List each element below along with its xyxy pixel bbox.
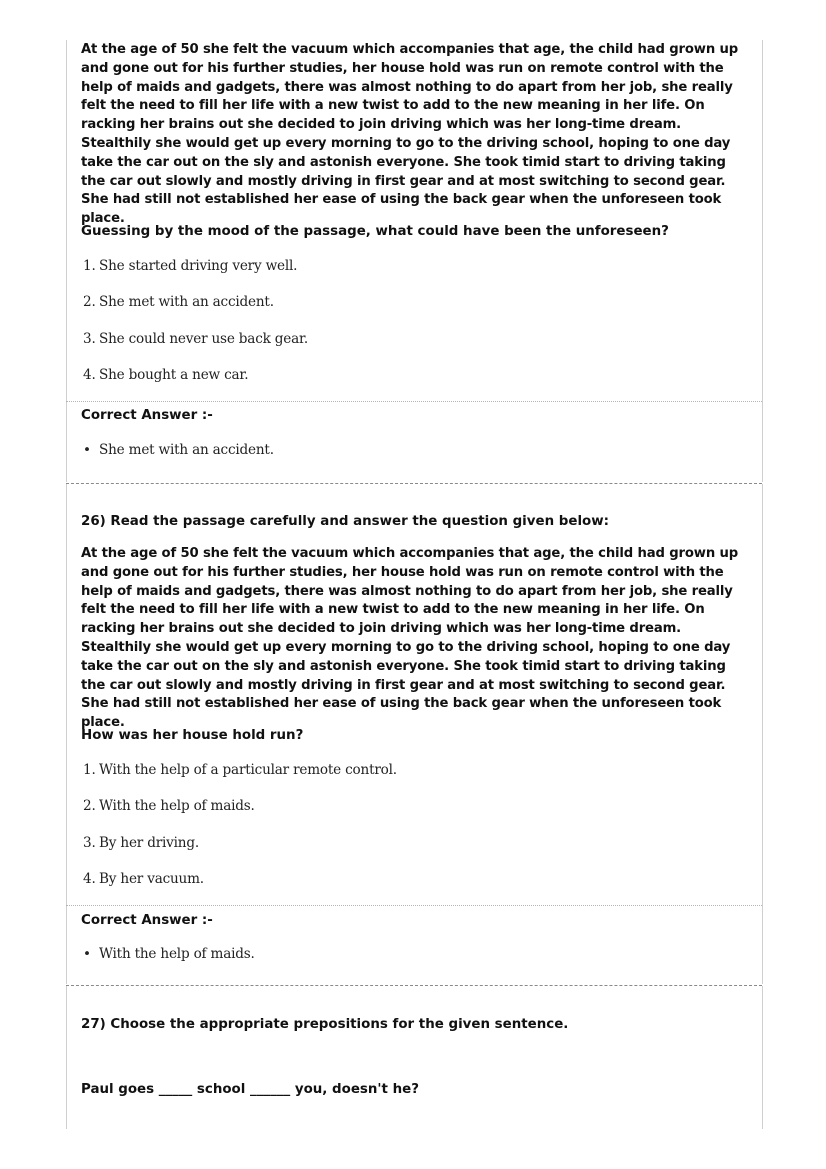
- divider: [66, 905, 762, 906]
- right-border: [762, 40, 763, 482]
- question-separator: [66, 985, 762, 986]
- option-number: 3.: [83, 331, 96, 347]
- option-text: With the help of a particular remote control.: [99, 762, 397, 778]
- correct-answer-text: With the help of maids.: [99, 946, 255, 962]
- option-text: She met with an accident.: [99, 294, 274, 310]
- option-text: She could never use back gear.: [99, 331, 308, 347]
- option-number: 3.: [83, 835, 96, 851]
- option-2: [83, 798, 255, 814]
- question-text: How was her house hold run?: [81, 728, 304, 743]
- question-sentence: Paul goes _____ school ______ you, doesn't he?: [81, 1082, 419, 1097]
- option-number: 1.: [83, 258, 96, 274]
- bullet: •: [83, 442, 91, 458]
- option-2: [83, 294, 274, 310]
- correct-answer: [83, 946, 255, 962]
- right-border: [762, 986, 763, 1129]
- option-number: 4.: [83, 367, 96, 383]
- left-border: [66, 40, 67, 482]
- option-text: By her vacuum.: [99, 871, 204, 887]
- correct-answer: [83, 442, 274, 458]
- option-4: [83, 871, 204, 887]
- bullet: •: [83, 946, 91, 962]
- passage: At the age of 50 she felt the vacuum which accompanies that age, the child had grown up and gone out for his further studies, her house hold was run on remote control with the help of maids and gadgets, there was almost nothing to do apart from her job, she really felt the need to fill her life with a new twist to add to the new meaning in her life. On racking her brains out she decided to join driving which was her long-time dream. Stealthily she would get up every morning to go to the driving school, hoping to one day take the car out on the sly and astonish everyone. She took timid start to driving taking the car out slowly and mostly driving in first gear and at most switching to second gear. She had still not established her ease of using the back gear when the unforeseen took place.: [81, 546, 739, 731]
- correct-answer-text: She met with an accident.: [99, 442, 274, 458]
- option-3: [83, 835, 199, 851]
- option-number: 2.: [83, 294, 96, 310]
- option-text: She started driving very well.: [99, 258, 298, 274]
- option-text: She bought a new car.: [99, 367, 249, 383]
- divider: [66, 401, 762, 402]
- passage: At the age of 50 she felt the vacuum which accompanies that age, the child had grown up and gone out for his further studies, her house hold was run on remote control with the help of maids and gadgets, there was almost nothing to do apart from her job, she really felt the need to fill her life with a new twist to add to the new meaning in her life. On racking her brains out she decided to join driving which was her long-time dream. Stealthily she would get up every morning to go to the driving school, hoping to one day take the car out on the sly and astonish everyone. She took timid start to driving taking the car out slowly and mostly driving in first gear and at most switching to second gear. She had still not established her ease of using the back gear when the unforeseen took place.: [81, 42, 739, 227]
- option-text: With the help of maids.: [99, 798, 255, 814]
- question-heading: 27) Choose the appropriate prepositions for the given sentence.: [81, 1017, 569, 1032]
- left-border: [66, 986, 67, 1129]
- option-3: [83, 331, 308, 347]
- option-text: By her driving.: [99, 835, 199, 851]
- question-text: Guessing by the mood of the passage, what could have been the unforeseen?: [81, 224, 669, 239]
- option-number: 1.: [83, 762, 96, 778]
- question-separator: [66, 483, 762, 484]
- option-1: [83, 258, 297, 274]
- option-number: 4.: [83, 871, 96, 887]
- correct-answer-label: Correct Answer :-: [81, 408, 213, 423]
- right-border: [762, 484, 763, 984]
- left-border: [66, 484, 67, 984]
- question-heading: 26) Read the passage carefully and answer the question given below:: [81, 514, 609, 529]
- option-4: [83, 367, 248, 383]
- correct-answer-label: Correct Answer :-: [81, 913, 213, 928]
- option-1: [83, 762, 397, 778]
- option-number: 2.: [83, 798, 96, 814]
